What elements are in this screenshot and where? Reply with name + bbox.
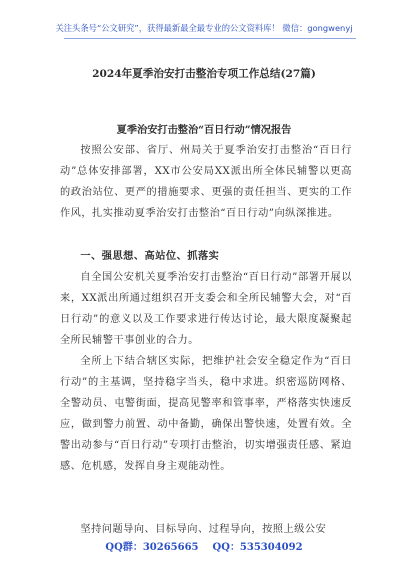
paragraph-4: 坚持问题导向、目标导向、过程导向，按照上级公安 xyxy=(80,524,327,535)
section-heading-1: 一、强思想、高站位、抓落实 xyxy=(80,250,220,262)
footer-contact xyxy=(0,538,408,553)
paragraph-3: 全所上下结合辖区实际，把维护社会安全稳定作为“百日行动”的主基调，坚持稳字当头，稳中求进。织密巡防网格、全警动员、屯警街面，提高见警率和管事率，严格落实快速反应，做到警力前置、动中备勤，确保出警快速，处置有效。全警出动参与“百日行动”专项打击整治，切实增强责任感、紧迫感、危机感，发挥自身主观能动性。 xyxy=(60,356,352,472)
footer-qq-number: QQ：535304092 xyxy=(212,542,303,553)
section-title: 夏季治安打击整治“百日行动”情况报告 xyxy=(116,124,292,136)
footer-qq-group: QQ群：30265665 xyxy=(105,542,199,553)
header-banner: 关注头条号“公文研究”，获得最新最全最专业的公文资料库！ 微信：gongwenyj xyxy=(55,23,353,33)
header-divider xyxy=(64,38,356,39)
document-title: 2024年夏季治安打击整治专项工作总结(27篇) xyxy=(92,68,316,80)
paragraph-intro: 按照公安部、省厅、州局关于夏季治安打击整治“百日行动”总体安排部署，XX市公安局XX派出所全体民辅警以更高的政治站位、更严的措施要求、更强的责任担当、更实的工作作风，扎实推动夏季治安打击整治“百日行动”向纵深推进。 xyxy=(60,145,352,219)
paragraph-2: 自全国公安机关夏季治安打击整治“百日行动”部署开展以来，XX派出所通过组织召开支委会和全所民辅警大会，对“百日行动”的意义以及工作要求进行传达讨论，最大限度凝聚起全所民辅警干事创业的合力。 xyxy=(60,272,352,346)
